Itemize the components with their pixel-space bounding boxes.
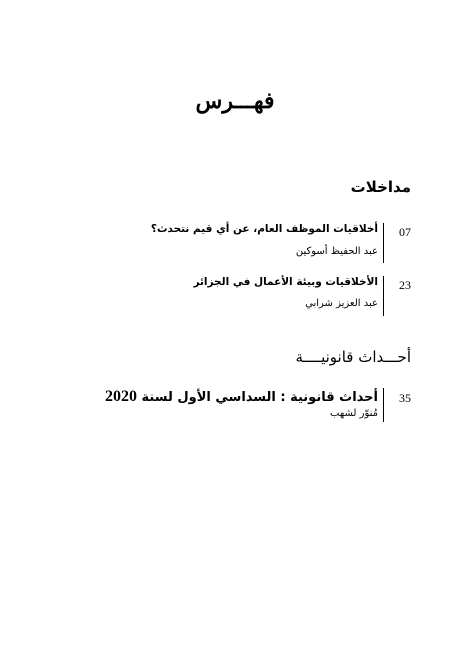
section-heading-interventions: مداخلات	[350, 178, 411, 196]
section-heading-legal-events: أحـــداث قانونيــــة	[295, 348, 411, 366]
entry-author: عبد الحفيظ أسوكين	[295, 246, 378, 257]
entry-author: مُنوّر لشهب	[330, 408, 378, 419]
entry-divider	[383, 276, 384, 316]
entry-divider	[383, 223, 384, 263]
entry-title: أخلاقيات الموظف العام، عن أي قيم نتحدث؟	[150, 223, 378, 235]
entry-title	[105, 388, 378, 406]
toc-entry[interactable]	[111, 223, 411, 263]
entry-title-text: أحداث قانونية : السداسي الأول لسنة	[141, 390, 378, 405]
page-number: 35	[399, 391, 411, 405]
toc-entry[interactable]	[111, 276, 411, 316]
entry-title-year: 2020	[105, 388, 138, 405]
entry-divider	[383, 388, 384, 422]
entry-author: عبد العزيز شرابي	[305, 298, 378, 309]
toc-entry[interactable]	[105, 388, 411, 422]
entry-title: الأخلاقيات وبيئة الأعمال في الجزائر	[193, 276, 378, 288]
page-number: 07	[399, 225, 411, 239]
page-number: 23	[399, 278, 411, 292]
page-title: فهـــرس	[195, 88, 275, 114]
